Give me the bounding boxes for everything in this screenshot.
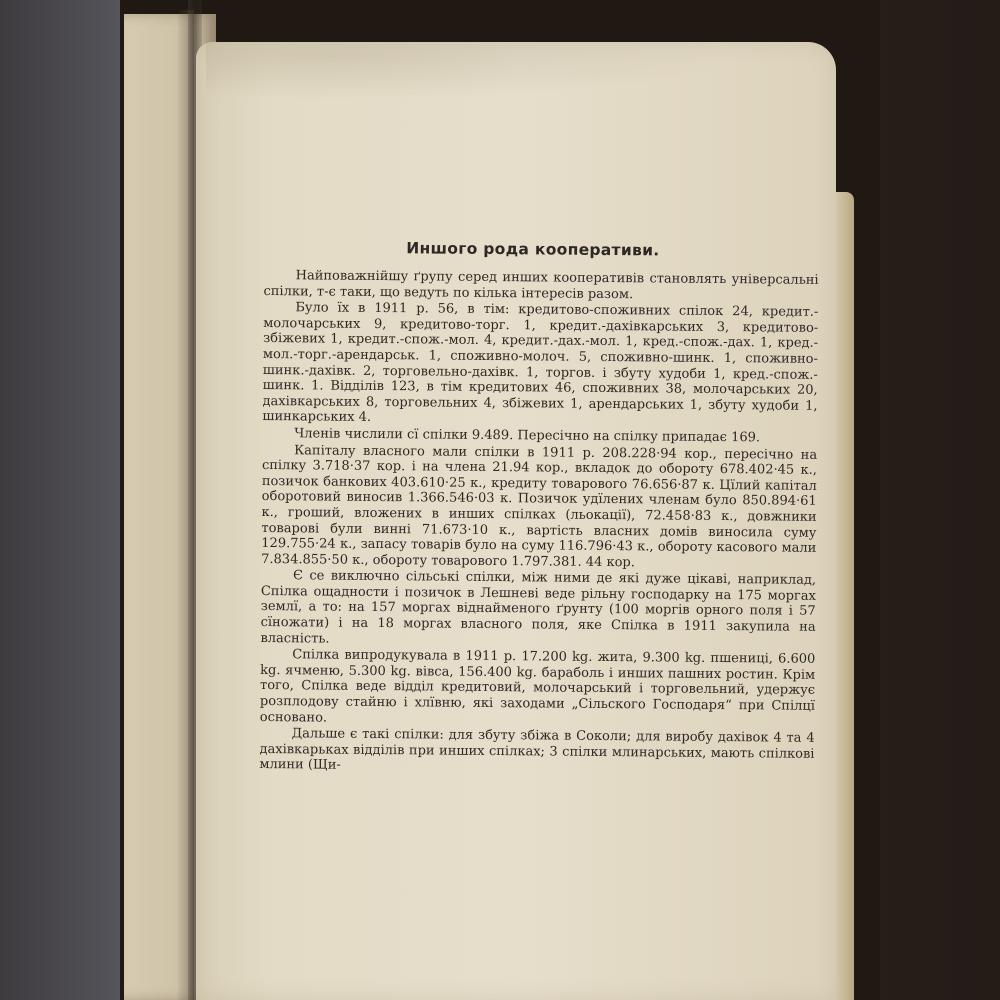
page-stain <box>206 42 846 112</box>
paragraph-4: Капіталу власного мали спілки в 1911 р. 208.228·94 кор., пересічно на спілку 3.718·37 кор. і на члена 21.94 кор., вкладок до обороту 678.402·45 к., позичок банкових 403.610·25 к., кредиту товарового 76.656·87 к. Цїлий капітал оборотовий виносив 1.366.546·03 к. Позичок удїлених членам було 850.894·61 к., гроший, вложених в инших спілках (льокації), 72.458·83 к., довжники товарові були винні 71.673·10 к., вартість власних домів виносила суму 129.755·24 к., запасу товарів було на суму 116.796·43 к., обороту касового мали 7.834.855·50 к., обороту товарового 1.797.381. 44 кор. <box>261 442 818 570</box>
right-page <box>196 42 836 1000</box>
paragraph-7: Дальше є такі спілки: для збуту збіжа в Соколи; для виробу дахівок 4 та 4 дахівкарьках відділів при инших спілках; 3 спілки млинарських, мають спілкові млини (Щи- <box>259 726 815 774</box>
page-text-block <box>259 235 819 779</box>
paragraph-3: Членів числили сї спілки 9.489. Пересічно на спілку припадає 169. <box>294 426 761 446</box>
paragraph-1: Найповажнійшу ґрупу серед инших кооперативів становлять універсальні спілки, т-є таки, що ведуть по кілька інтересів разом. <box>263 268 819 302</box>
paragraph-5: Є се виключно сільські спілки, між ними де які дуже цікаві, наприклад, Спілка ощадности і позичок в Лешневі веде рільну господарку на 175 моргах землї, а то: на 157 моргах віднайменого ґрунту (100 моргів орного поля і 57 сїножати) і на 18 моргах власного поля, яке Спілка в 1911 закупила на власність. <box>260 568 817 647</box>
page-title: Иншого рода кооперативи. <box>406 239 660 260</box>
paragraph-2: Було їх в 1911 р. 56, в тім: кредитово-споживних спілок 24, кредит.-молочарських 9, кредитово-торг. 1, кредит.-дахівкарських 3, кредитово-збіжевих 1, кредит.-спож.-мол. 4, кредит.-дах.-мол. 1, кред.-спож.-дах. 1, кред.-мол.-торг.-арендарськ. 1, споживно-молоч. 5, споживно-шинк. 1, споживно-шинк.-дахівк. 2, торговельно-дахівк. 1, торгов. і збуту худоби 1, кред.-спож.-шинк. 1. Відділів 123, в тім кредитових 46, споживних 38, молочарських 20, дахівкарських 8, торговельних 4, збіжевих 1, арендарських 1, збуту худоби 1, шинкарських 4. <box>262 300 819 426</box>
paragraph-6: Спілка випродукувала в 1911 р. 17.200 kg. жита, 9.300 kg. пшениці, 6.600 kg. ячменю, 5.300 kg. вівса, 156.400 kg. бараболь і инших пашних ростин. Крім того, Спілка веде відділ кредитовий, молочарський і торговельний, удержує розплодову стайню і хлївню, які заходами „Сільского Господаря“ при Спілцї основано. <box>259 647 816 726</box>
